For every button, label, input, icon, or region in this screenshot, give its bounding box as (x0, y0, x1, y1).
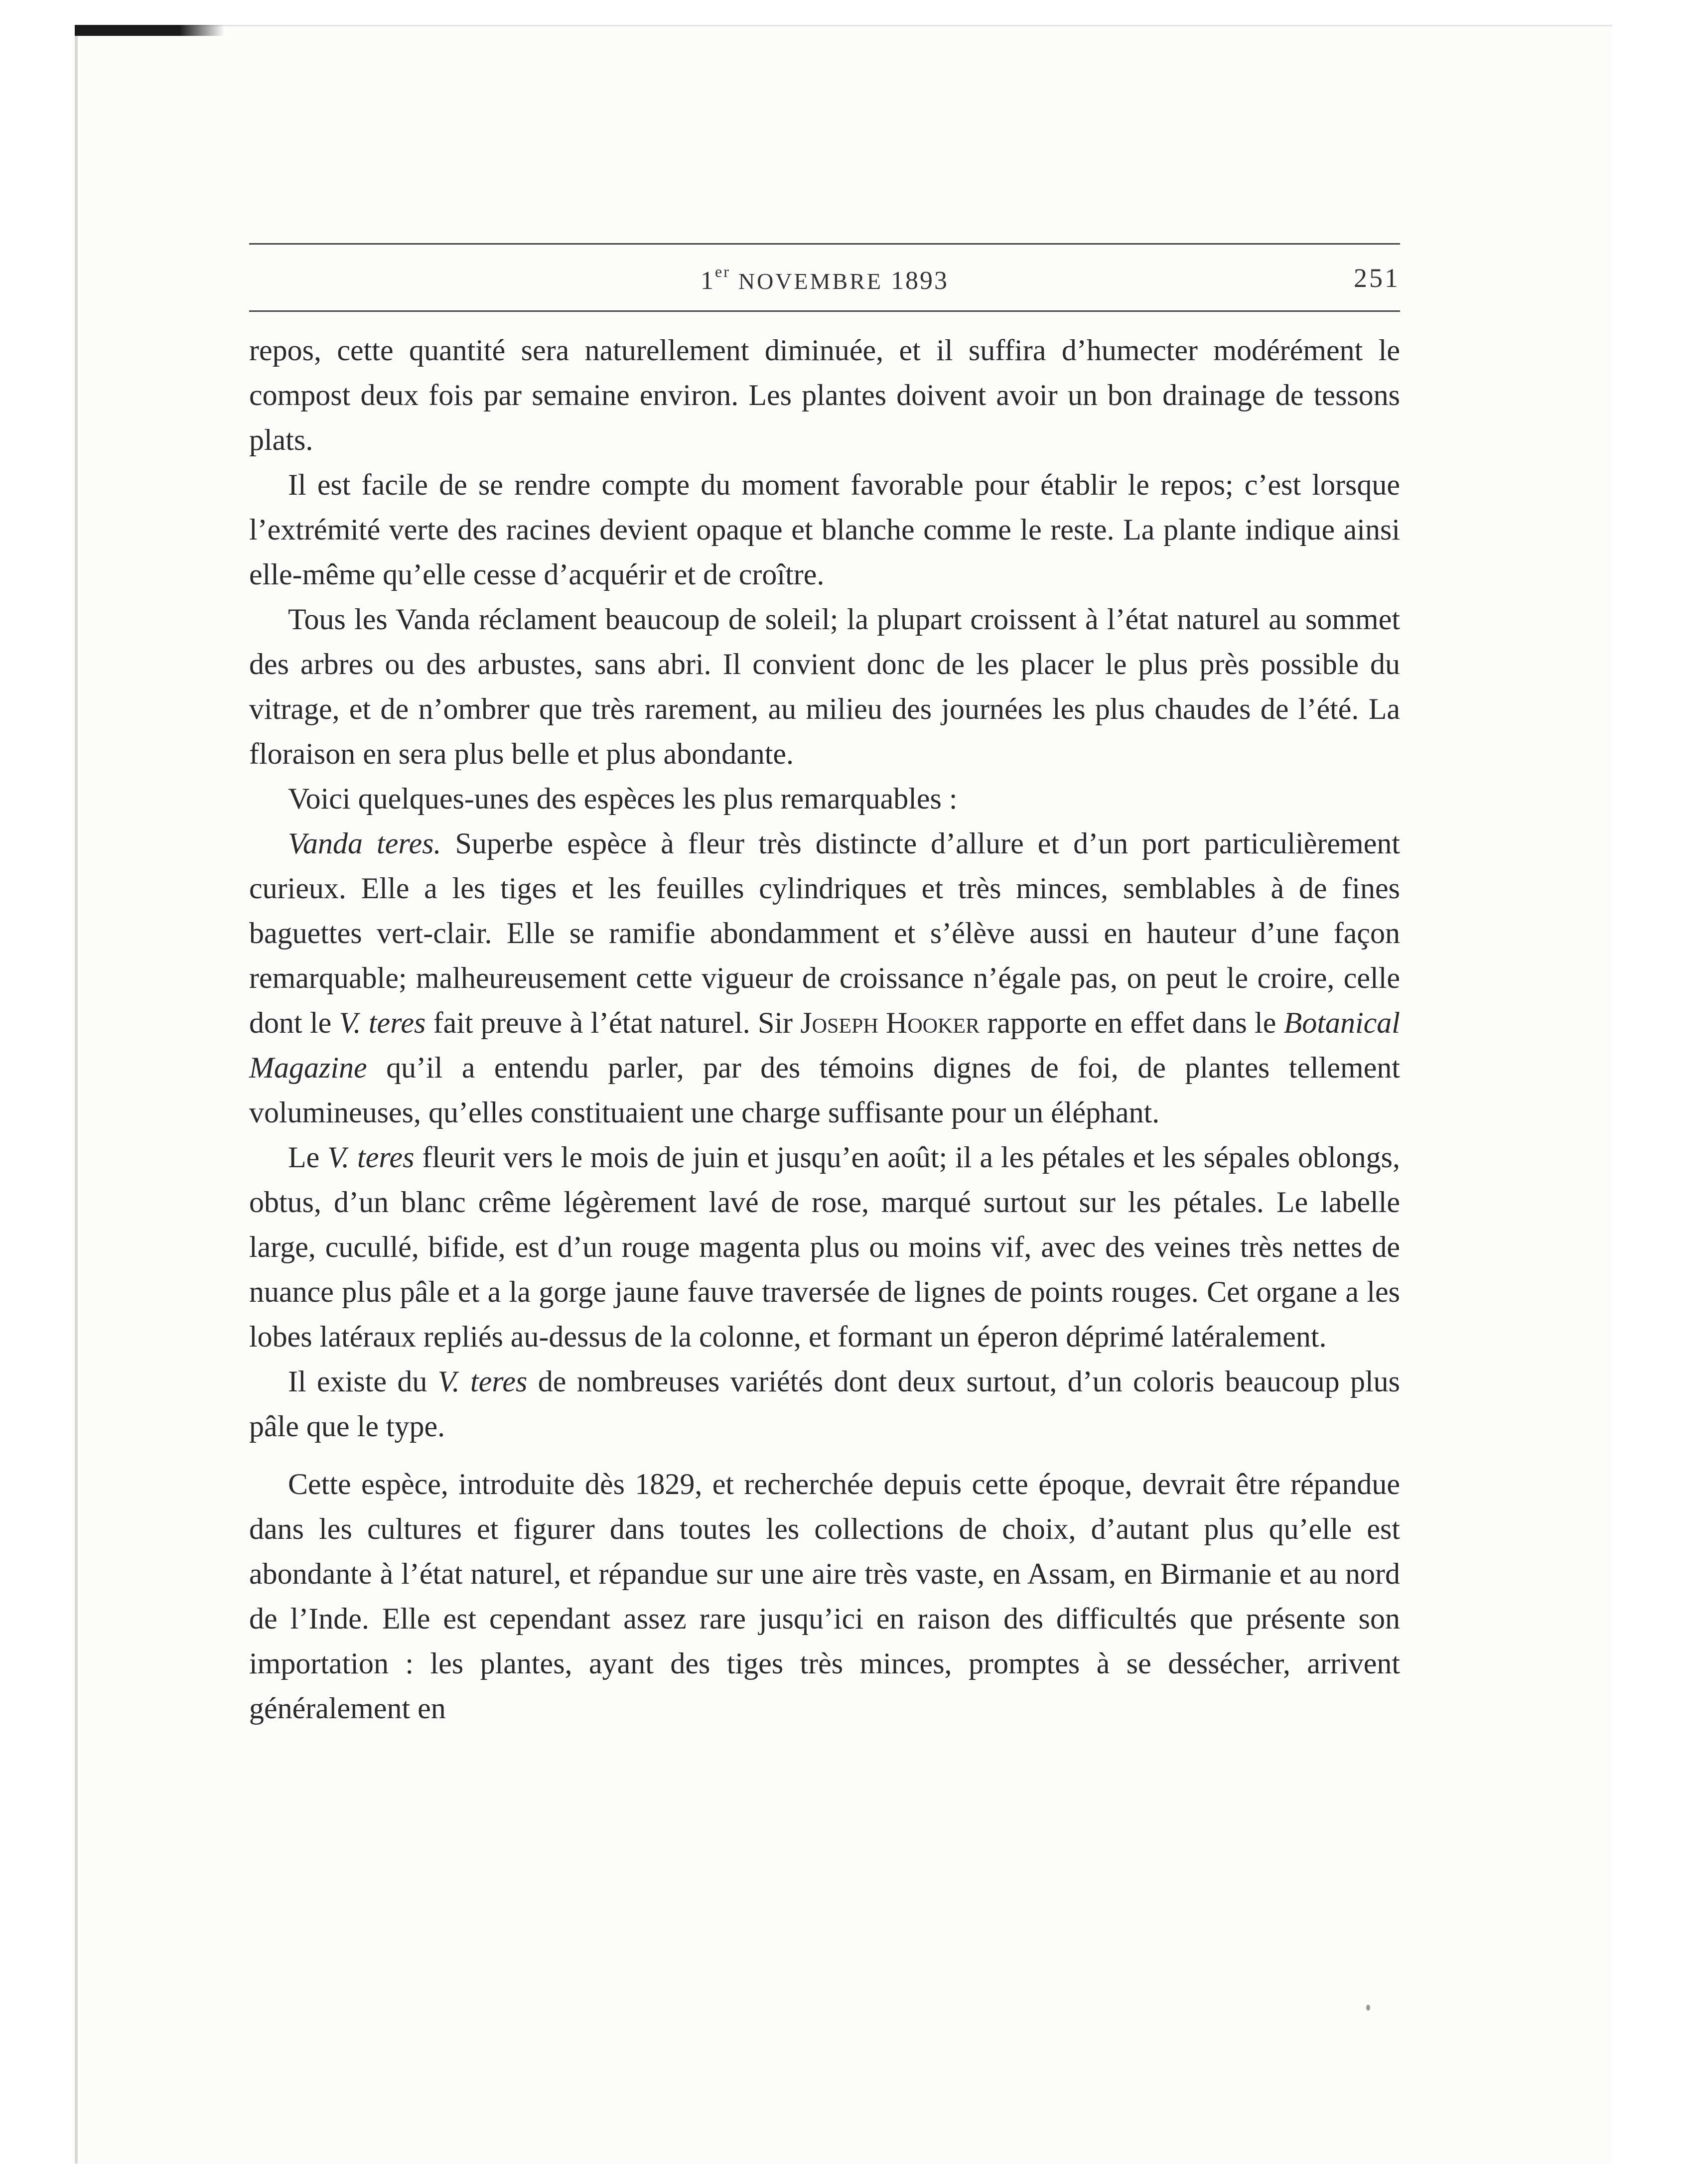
paragraph-6 (249, 1135, 1400, 1359)
p5-text-4: qu’il a entendu parler, par des témoins dignes de foi, de plantes tellement volumineuses, qu’elles constituaient une charge suffisante pour un éléphant. (249, 1051, 1400, 1129)
author-name: Joseph Hooker (800, 1006, 980, 1039)
p7-text-2: de nombreuses variétés dont deux surtout, d’un coloris beaucoup plus pâle que le type. (249, 1365, 1400, 1443)
species-ref: V. teres (339, 1006, 426, 1039)
p5-text-1: Superbe espèce à fleur très distincte d’allure et d’un port particulièrement curieux. Elle a les tiges et les feuilles cylindriques et très minces, semblables à de fines baguettes vert-clair. Elle se ramifie abondamment et s’élève aussi en hauteur d’une façon remarquable; malheureusement cette vigueur de croissance n’égale pas, on peut le croire, celle dont le (249, 827, 1400, 1039)
journal-title: Botanical Magazine (249, 1006, 1400, 1084)
page-number: 251 (1354, 263, 1400, 293)
running-header (249, 243, 1400, 312)
body-text (249, 328, 1400, 1731)
paragraph-5 (249, 821, 1400, 1135)
p6-text-1: Le (288, 1141, 328, 1174)
species-ref: V. teres (437, 1365, 528, 1398)
header-date (249, 263, 1400, 295)
paragraph-2: Il est facile de se rendre compte du moment favorable pour établir le repos; c’est lorsque l’extrémité verte des racines devient opaque et blanche comme le reste. La plante indique ainsi elle-même qu’elle cesse d’acquérir et de croître. (249, 468, 1400, 591)
species-ref: V. teres (327, 1141, 415, 1174)
paragraph-7 (249, 1359, 1400, 1449)
species-name: Vanda teres. (288, 827, 441, 860)
p7-text-1: Il existe du (288, 1365, 438, 1398)
scan-corner-mark (75, 25, 224, 36)
paragraph-4: Voici quelques-unes des espèces les plus remarquables : (288, 782, 958, 815)
p5-text-2: fait preuve à l’état naturel. Sir (425, 1006, 801, 1039)
header-month: NOVEMBRE (738, 269, 883, 294)
p5-text-3: rapporte en effet dans le (980, 1006, 1284, 1039)
p6-text-2: fleurit vers le mois de juin et jusqu’en août; il a les pétales et les sépales oblongs, obtus, d’un blanc crême légèrement lavé de rose, marqué surtout sur les pétales. Le labelle large, cucullé, bifide, est d’un rouge magenta plus ou moins vif, avec des veines très nettes de nuance plus pâle et a la gorge jaune fauve traversée de lignes de points rouges. Cet organe a les lobes latéraux repliés au-dessus de la colonne, et formant un éperon déprimé latéralement. (249, 1141, 1400, 1353)
header-day-suffix: er (715, 263, 730, 280)
paragraph-3: Tous les Vanda réclament beaucoup de soleil; la plupart croissent à l’état naturel au sommet des arbres ou des arbustes, sans abri. Il convient donc de les placer le plus près possible du vitrage, et de n’ombrer que très rarement, au milieu des journées les plus chaudes de l’été. La floraison en sera plus belle et plus abondante. (249, 603, 1400, 770)
paragraph-8: Cette espèce, introduite dès 1829, et recherchée depuis cette époque, devrait être répandue dans les cultures et figurer dans toutes les collections de choix, d’autant plus qu’elle est abondante à l’état naturel, et répandue sur une aire très vaste, en Assam, en Birmanie et au nord de l’Inde. Elle est cependant assez rare jusqu’ici en raison des difficultés que présente son importation : les plantes, ayant des tiges très minces, promptes à se dessécher, arrivent généralement en (249, 1468, 1400, 1725)
paragraph-1: repos, cette quantité sera naturellement diminuée, et il suffira d’humecter modérément le compost deux fois par semaine environ. Les plantes doivent avoir un bon drainage de tessons plats. (249, 334, 1400, 456)
scan-speck (1366, 2005, 1370, 2011)
header-day: 1 (701, 267, 715, 295)
header-year: 1893 (890, 267, 949, 295)
